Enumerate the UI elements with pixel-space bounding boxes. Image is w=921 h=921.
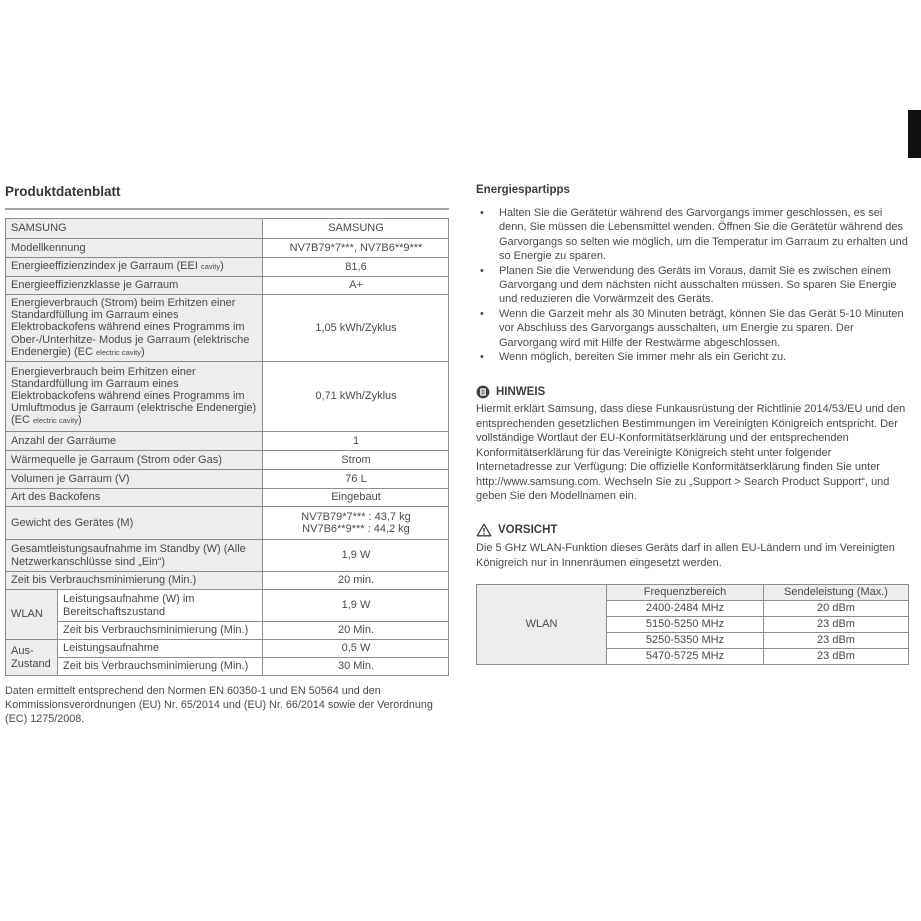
left-column <box>5 184 449 727</box>
spec-value: 1,05 kWh/Zyklus <box>263 295 449 362</box>
notice-heading <box>476 385 908 399</box>
spec-value: 76 L <box>263 470 449 489</box>
spec-label: Energieeffizienzklasse je Garraum <box>6 277 263 295</box>
warning-icon <box>476 523 492 537</box>
table-row <box>6 432 449 451</box>
table-row <box>6 239 449 258</box>
spec-label-subscript: electric cavity <box>33 416 79 426</box>
spec-value: 20 min. <box>263 572 449 590</box>
table-row <box>6 572 449 590</box>
caution-body: Die 5 GHz WLAN-Funktion dieses Geräts darf in allen EU-Ländern und im Vereinigten Königreich nur in Innenräumen eingesetzt werden. <box>476 542 895 569</box>
title-rule <box>5 208 449 210</box>
product-spec-table <box>5 218 449 676</box>
spec-label: Zeit bis Verbrauchsminimierung (Min.) <box>6 572 263 590</box>
wlan-frequency-value: 2400-2484 MHz <box>607 601 764 617</box>
spec-label: Gesamtleistungsaufnahme im Standby (W) (Alle Netzwerkanschlüsse sind „Ein“) <box>6 540 263 572</box>
spec-label-subscript: cavity <box>200 262 221 272</box>
spec-value: Strom <box>263 451 449 470</box>
spec-label: Leistungsaufnahme <box>58 640 263 658</box>
wlan-power-value: 20 dBm <box>764 601 909 617</box>
table-row <box>477 585 909 601</box>
spec-group-label-off-state: Aus-Zustand <box>6 640 58 676</box>
spec-label: Volumen je Garraum (V) <box>6 470 263 489</box>
standards-footnote: Daten ermittelt entsprechend den Normen EN 60350-1 und EN 50564 und den Kommissionsverordnungen (EU) Nr. 65/2014 und (EU) Nr. 66/2014 sowie der Verordnung (EC) 1275/2008. <box>5 685 433 726</box>
spec-value-line: NV7B6**9*** : 44,2 kg <box>302 523 410 536</box>
spec-value: 1,9 W <box>263 540 449 572</box>
notice-title: HINWEIS <box>496 386 546 399</box>
wlan-frequency-value: 5250-5350 MHz <box>607 633 764 649</box>
spec-label-text: Energieeffizienzindex je Garraum (EEI <box>11 260 201 273</box>
spec-value-line: NV7B79*7*** : 43,7 kg <box>301 510 411 523</box>
spec-value <box>263 507 449 540</box>
note-icon <box>476 385 490 399</box>
tip-item: • Wenn möglich, bereiten Sie immer mehr als ein Gericht zu. <box>476 350 908 364</box>
wlan-frequency-value: 5150-5250 MHz <box>607 617 764 633</box>
spec-label-text: Energieverbrauch (Strom) beim Erhitzen einer Standardfüllung im Garraum eines Elektrobackofens während eines Programms im Ober-/Unterhitze- Modus je Garraum (elektrische Endenergie) (EC <box>11 297 250 358</box>
spec-label: Anzahl der Garräume <box>6 432 263 451</box>
spec-label-text: ) <box>220 260 224 273</box>
spec-value: 0,71 kWh/Zyklus <box>263 362 449 432</box>
wlan-power-value: 23 dBm <box>764 617 909 633</box>
spec-value: NV7B79*7***, NV7B6**9*** <box>263 239 449 258</box>
spec-value: SAMSUNG <box>263 219 449 239</box>
spec-value: Eingebaut <box>263 489 449 507</box>
table-row <box>6 622 449 640</box>
spec-label: Gewicht des Gerätes (M) <box>6 507 263 540</box>
table-row <box>6 640 449 658</box>
table-row <box>6 507 449 540</box>
table-row <box>6 590 449 622</box>
wlan-header-frequency: Frequenzbereich <box>607 585 764 601</box>
table-row <box>6 489 449 507</box>
spec-label <box>6 362 263 432</box>
spec-label-text: ) <box>141 345 145 358</box>
spec-value: 1,9 W <box>263 590 449 622</box>
spec-value: 30 Min. <box>263 658 449 676</box>
wlan-power-value: 23 dBm <box>764 649 909 665</box>
table-row <box>6 277 449 295</box>
table-row <box>6 258 449 277</box>
spec-label: SAMSUNG <box>6 219 263 239</box>
table-row <box>6 470 449 489</box>
table-row <box>6 295 449 362</box>
spec-label <box>6 258 263 277</box>
table-row <box>6 362 449 432</box>
table-row <box>6 451 449 470</box>
wlan-frequency-value: 5470-5725 MHz <box>607 649 764 665</box>
wlan-header-power: Sendeleistung (Max.) <box>764 585 909 601</box>
spec-label: Zeit bis Verbrauchsminimierung (Min.) <box>58 658 263 676</box>
wlan-frequency-table <box>476 584 909 665</box>
tip-item: • Wenn die Garzeit mehr als 30 Minuten beträgt, können Sie das Gerät 5-10 Minuten vor Abschluss des Garvorgangs ausschalten, um Energie zu sparen. Der Garvorgang wird mit Hilfe der Restwärme abgeschlossen. <box>476 307 908 350</box>
right-column <box>476 184 908 665</box>
tip-item: • Halten Sie die Gerätetür während des Garvorgangs immer geschlossen, es sei denn, Sie müssen die Lebensmittel wenden. Öffnen Sie die Gerätetür während des Garvorgangs so selten wie möglich, um die Temperatur im Garraum zu erhalten und so Energie zu sparen. <box>476 206 908 264</box>
spec-value: 1 <box>263 432 449 451</box>
spec-label: Modellkennung <box>6 239 263 258</box>
table-row <box>6 540 449 572</box>
energy-tips-title: Energiespartipps <box>476 184 570 196</box>
table-row <box>6 219 449 239</box>
wlan-power-value: 23 dBm <box>764 633 909 649</box>
spec-group-label-wlan: WLAN <box>6 590 58 640</box>
spec-value: 0,5 W <box>263 640 449 658</box>
spec-label-text: Energieverbrauch beim Erhitzen einer Standardfüllung im Garraum eines Elektrobackofens während eines Programms im Umluftmodus je Garraum (elektrische Endenergie) (EC <box>11 365 257 427</box>
spec-value: 81,6 <box>263 258 449 277</box>
wlan-group-cell: WLAN <box>477 585 607 665</box>
page-edge-tab <box>908 110 921 158</box>
spec-label <box>6 295 263 362</box>
spec-label: Art des Backofens <box>6 489 263 507</box>
caution-heading <box>476 523 908 537</box>
spec-value: 20 Min. <box>263 622 449 640</box>
page-title: Produktdatenblatt <box>5 184 121 199</box>
spec-label: Wärmequelle je Garraum (Strom oder Gas) <box>6 451 263 470</box>
spec-label: Leistungsaufnahme (W) im Bereitschaftszustand <box>58 590 263 622</box>
spec-label-subscript: electric cavity <box>96 347 142 357</box>
caution-title: VORSICHT <box>498 524 558 537</box>
spec-label-text: ) <box>78 414 82 427</box>
tip-item: • Planen Sie die Verwendung des Geräts im Voraus, damit Sie es zwischen einem Garvorgang und dem nächsten nicht ausschalten müssen. So sparen Sie Energie und reduzieren die Vorwärmzeit des Geräts. <box>476 264 908 307</box>
spec-value: A+ <box>263 277 449 295</box>
table-row <box>6 658 449 676</box>
energy-tips-list <box>476 206 908 364</box>
spec-label: Zeit bis Verbrauchsminimierung (Min.) <box>58 622 263 640</box>
notice-body: Hiermit erklärt Samsung, dass diese Funkausrüstung der Richtlinie 2014/53/EU und den entsprechenden gesetzlichen Bestimmungen im Vereinigten Königreich entspricht. Der vollständige Wortlaut der EU-Konformitätserklärung und der entsprechenden Konformitätserklärung für das Vereinigte Königreich steht unter folgender Internetadresse zur Verfügung: Die offizielle Konformitätserklärung finden Sie unter http://www.samsung.com. Wechseln Sie zu „Support > Search Product Support“, und geben Sie den Modellnamen ein. <box>476 403 906 502</box>
